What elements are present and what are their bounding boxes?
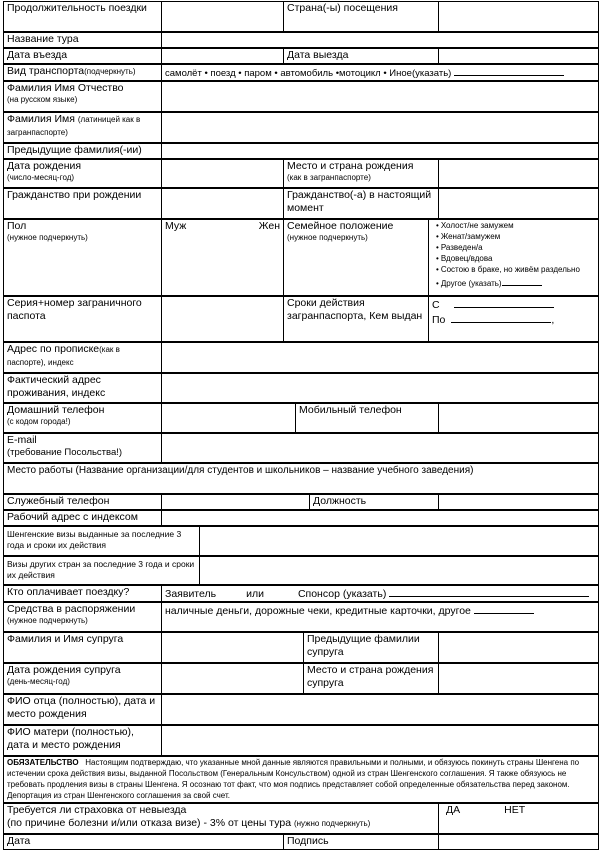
marital-options-cell	[429, 220, 599, 296]
name-lat-label: Фамилия Имя	[7, 113, 75, 125]
funds-label: Средства в распоряжении	[7, 603, 136, 615]
signature-label: Подпись	[284, 835, 439, 850]
transport-other-blank[interactable]	[454, 65, 564, 76]
home-phone-note: (с кодом города!)	[7, 417, 71, 426]
funds-note: (нужное подчеркнуть)	[7, 616, 88, 625]
transport-label: Вид транспорта	[7, 65, 85, 77]
insurance-note: (нужно подчеркнуть)	[293, 819, 371, 828]
validity-to-label: По	[432, 314, 446, 326]
father-field[interactable]	[162, 695, 599, 725]
duration-label: Продолжительность поездки	[4, 2, 162, 32]
row-schengen	[3, 526, 599, 556]
name-lat-field[interactable]	[162, 113, 599, 143]
home-phone-label-cell	[4, 404, 162, 433]
marital-option[interactable]: • Женат/замужем	[436, 231, 597, 242]
row-work-address	[3, 510, 599, 526]
row-payer	[3, 585, 599, 602]
row-spouse-birth	[3, 663, 599, 694]
date-label: Дата	[4, 835, 284, 850]
row-father	[3, 694, 599, 725]
citizenship-now-field[interactable]	[439, 189, 599, 219]
row-tour-name	[3, 32, 599, 48]
position-label: Должность	[310, 495, 439, 510]
name-ru-label-cell	[4, 82, 162, 112]
payer-label: Кто оплачивает поездку?	[4, 586, 162, 602]
birth-place-note: (как в загранпаспорте)	[287, 173, 371, 182]
marital-options-list	[430, 220, 597, 289]
email-label-cell	[4, 434, 162, 463]
marital-option[interactable]: • Холост/не замужем	[436, 220, 597, 231]
mobile-field[interactable]	[439, 404, 599, 433]
address-label-cell	[4, 343, 162, 373]
passport-label: Серия+номер заграничного паспота	[4, 297, 162, 342]
row-mother	[3, 725, 599, 756]
work-label[interactable]: Место работы (Название организации/для студентов и школьников – название учебного заведения)	[4, 464, 599, 494]
birth-date-label-cell	[4, 160, 162, 188]
signature-field[interactable]	[439, 835, 599, 850]
row-other-visas	[3, 556, 599, 585]
row-passport	[3, 296, 599, 342]
row-spouse-name	[3, 632, 599, 663]
other-visas-field[interactable]	[200, 557, 599, 585]
schengen-label: Шенгенские визы выданные за последние 3 года и сроки их действия	[4, 527, 200, 556]
insurance-label: Требуется ли страховка от невыезда	[7, 804, 187, 816]
name-ru-field[interactable]	[162, 82, 599, 112]
tour-name-label: Название тура	[4, 33, 162, 48]
obligation-text: Настоящим подтверждаю, что указанные мной данные являются правильными и полными, и обязуюсь покинуть страны Шенгена по истечении срока действия визы, выданной Посольством (Генеральным Консульством) одной из стран Шенгенского соглашения. Я также обязуюсь не требовать продления визы в страны Шенгена. Я осознаю тот факт, что моя подпись представляет собой определенные обязательства перед законом. Депортация из стран Шенгенского соглашения за свой счет.	[7, 758, 580, 800]
validity-from-blank[interactable]	[454, 297, 554, 308]
mother-label: ФИО матери (полностью), дата и место рождения	[4, 726, 162, 756]
birth-place-field[interactable]	[439, 160, 599, 188]
email-field[interactable]	[162, 434, 599, 463]
validity-from-label: С	[432, 299, 440, 311]
payer-applicant[interactable]: Заявитель	[165, 588, 217, 600]
home-phone-field[interactable]	[162, 404, 296, 433]
row-insurance	[3, 803, 599, 834]
row-citizenship	[3, 188, 599, 219]
duration-field[interactable]	[162, 2, 284, 32]
home-phone-label: Домашний телефон	[7, 404, 105, 416]
funds-options-cell	[162, 603, 599, 632]
payer-sponsor[interactable]: Спонсор (указать)	[297, 588, 387, 600]
entry-date-label: Дата въезда	[4, 49, 162, 64]
marital-note: (нужное подчеркнуть)	[287, 233, 368, 242]
exit-date-field[interactable]	[439, 49, 599, 64]
row-email	[3, 433, 599, 463]
sponsor-blank[interactable]	[389, 586, 589, 597]
citizenship-birth-field[interactable]	[162, 189, 284, 219]
row-signature	[3, 834, 599, 850]
row-address	[3, 342, 599, 373]
birth-place-label-cell	[284, 160, 439, 188]
marital-label-cell	[284, 220, 429, 296]
validity-to-line: По ,	[432, 314, 555, 326]
work-address-field[interactable]	[162, 511, 599, 526]
birth-date-label: Дата рождения	[7, 160, 82, 172]
address-field[interactable]	[162, 343, 599, 373]
row-name-lat	[3, 112, 599, 143]
row-name-ru	[3, 81, 599, 112]
exit-date-label: Дата выезда	[284, 49, 439, 64]
entry-date-field[interactable]	[162, 49, 284, 64]
row-phones	[3, 403, 599, 433]
row-prev-surnames	[3, 143, 599, 159]
insurance-yes[interactable]: ДА	[446, 804, 461, 816]
countries-field[interactable]	[439, 2, 599, 32]
row-work	[3, 463, 599, 494]
marital-option[interactable]: • Состою в браке, но живём раздельно	[436, 264, 597, 275]
citizenship-now-label: Гражданство(-а) в настоящий момент	[284, 189, 439, 219]
address-note: (как в паспорте), индекс	[7, 345, 120, 367]
countries-label: Страна(-ы) посещения	[284, 2, 439, 32]
insurance-label-cell	[4, 804, 439, 834]
father-label: ФИО отца (полностью), дата и место рождения	[4, 695, 162, 725]
birth-place-label: Место и страна рождения	[287, 160, 414, 172]
spouse-prev-field[interactable]	[439, 633, 599, 663]
actual-address-field[interactable]	[162, 374, 599, 403]
birth-date-field[interactable]	[162, 160, 284, 188]
name-ru-note: (на русском языке)	[7, 95, 78, 104]
sex-label: Пол	[7, 220, 27, 232]
row-sex-marital	[3, 219, 599, 296]
funds-label-cell	[4, 603, 162, 632]
row-duration	[3, 1, 599, 32]
other-visas-label: Визы других стран за последние 3 года и сроки их действия	[4, 557, 200, 585]
row-work-phone	[3, 494, 599, 510]
insurance-no[interactable]: НЕТ	[504, 804, 526, 816]
spouse-birth-label-cell	[4, 664, 162, 694]
sex-label-cell	[4, 220, 162, 296]
validity-to-blank[interactable]	[451, 312, 551, 323]
name-ru-label: Фамилия Имя Отчество	[7, 82, 124, 94]
email-note: (требование Посольства!)	[7, 447, 123, 458]
birth-date-note: (число-месяц-год)	[7, 173, 75, 182]
mobile-label: Мобильный телефон	[296, 404, 439, 433]
spouse-birth-note: (день-месяц-год)	[7, 677, 70, 686]
name-lat-note: (латиницей как в загранпаспорте)	[7, 115, 141, 137]
work-address-label: Рабочий адрес с индексом	[4, 511, 162, 526]
marital-other-option[interactable]: Другое (указать)	[440, 279, 502, 288]
position-field[interactable]	[439, 495, 599, 510]
spouse-birth-label: Дата рождения супруга	[7, 664, 121, 676]
row-transport	[3, 64, 599, 81]
marital-option[interactable]: • Разведен/а	[436, 242, 597, 253]
row-birth	[3, 159, 599, 188]
visa-application-form	[3, 1, 598, 850]
name-lat-label-cell	[4, 113, 162, 143]
spouse-birth-field[interactable]	[162, 664, 304, 694]
sex-female-option[interactable]: Жен	[258, 220, 280, 232]
passport-field[interactable]	[162, 297, 284, 342]
validity-label: Сроки действия загранпаспорта, Кем выдан	[284, 297, 429, 342]
insurance-options-cell	[439, 804, 599, 834]
tour-name-field[interactable]	[162, 33, 599, 48]
marital-option[interactable]: • Вдовец/вдова	[436, 253, 597, 264]
marital-label: Семейное положение	[287, 220, 394, 232]
row-dates	[3, 48, 599, 64]
spouse-place-field[interactable]	[439, 664, 599, 694]
citizenship-birth-label: Гражданство при рождении	[4, 189, 162, 219]
actual-address-label: Фактический адрес проживания, индекс	[4, 374, 162, 403]
transport-label-cell	[4, 65, 162, 81]
spouse-name-label: Фамилия и Имя супруга	[4, 633, 162, 663]
insurance-label-2: (по причине болезни и/или отказа визе) - 3% от цены тура	[7, 817, 292, 829]
sex-options-cell	[162, 220, 284, 296]
payer-options-cell	[162, 586, 599, 602]
funds-other-blank[interactable]	[474, 603, 534, 614]
row-funds	[3, 602, 599, 632]
marital-option[interactable]	[436, 275, 597, 289]
prev-surnames-label: Предыдущие фамилия(-ии)	[4, 144, 162, 159]
mother-field[interactable]	[162, 726, 599, 756]
work-phone-field[interactable]	[162, 495, 310, 510]
obligation-cell	[4, 757, 599, 803]
sex-male-option[interactable]: Муж	[165, 220, 187, 232]
funds-options[interactable]: наличные деньги, дорожные чеки, кредитные карточки, другое	[165, 605, 471, 617]
work-phone-label: Служебный телефон	[4, 495, 162, 510]
address-label: Адрес по прописке	[7, 343, 100, 355]
validity-cell	[429, 297, 599, 342]
email-label: E-mail	[7, 434, 37, 446]
spouse-prev-label: Предыдущие фамилии супруга	[304, 633, 439, 663]
transport-options[interactable]: самолёт • поезд • паром • автомобиль •мотоцикл • Иное(указать)	[165, 68, 452, 79]
row-obligation	[3, 756, 599, 803]
sex-note: (нужное подчеркнуть)	[7, 233, 88, 242]
payer-or: или	[246, 588, 264, 600]
validity-from-line	[432, 297, 595, 312]
marital-other-blank[interactable]	[502, 275, 542, 286]
transport-options-cell[interactable]	[162, 65, 599, 81]
obligation-title: ОБЯЗАТЕЛЬСТВО	[7, 758, 79, 767]
prev-surnames-field[interactable]	[162, 144, 599, 159]
spouse-name-field[interactable]	[162, 633, 304, 663]
spouse-place-label: Место и страна рождения супруга	[304, 664, 439, 694]
transport-note: (подчеркнуть)	[84, 67, 136, 76]
row-actual-address	[3, 373, 599, 403]
schengen-field[interactable]	[200, 527, 599, 556]
